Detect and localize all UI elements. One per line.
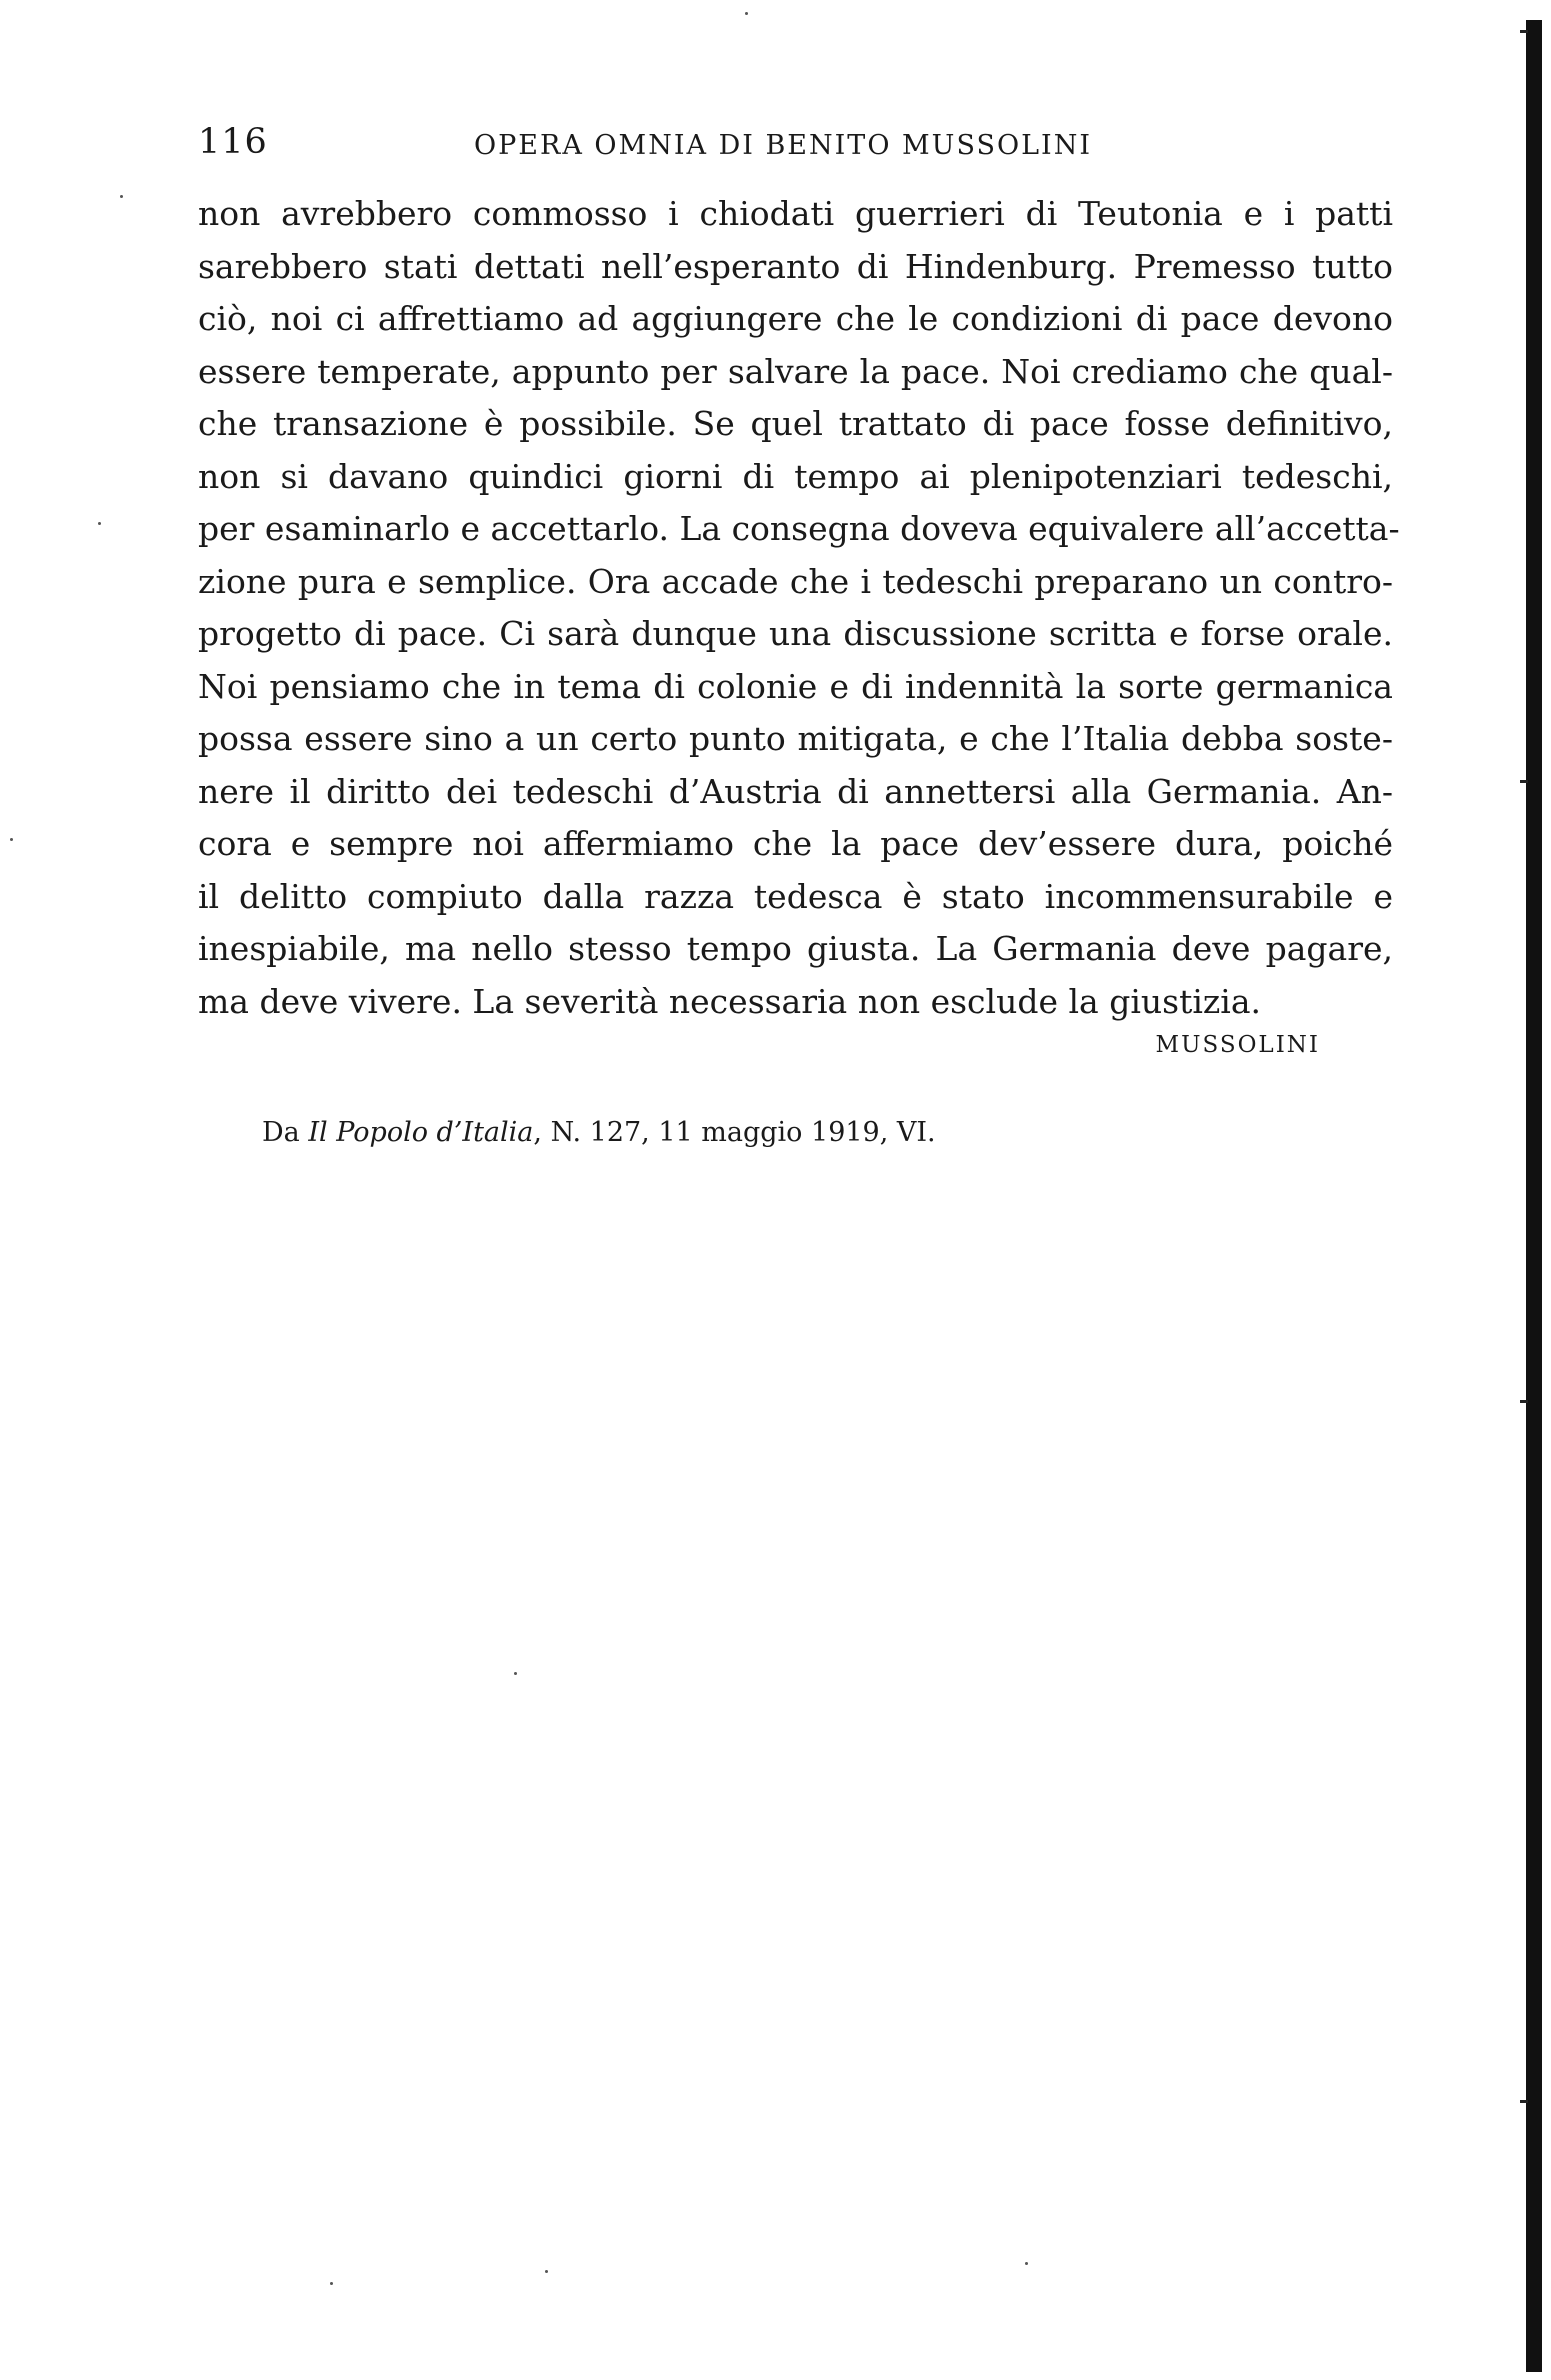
source-citation	[262, 1117, 936, 1148]
text-line: ciò, noi ci affrettiamo ad aggiungere che le condizioni di pace devono	[198, 299, 1393, 338]
source-suffix: , N. 127, 11 maggio 1919, VI.	[533, 1117, 936, 1148]
text-line: cora e sempre noi affermiamo che la pace dev’essere dura, poiché	[198, 824, 1393, 863]
source-publication: Il Popolo d’Italia	[308, 1117, 534, 1148]
text-line: progetto di pace. Ci sarà dunque una discussione scritta e forse orale.	[198, 614, 1393, 653]
text-line: non avrebbero commosso i chiodati guerrieri di Teutonia e i patti	[198, 194, 1393, 233]
text-line: inespiabile, ma nello stesso tempo giusta. La Germania deve pagare,	[198, 929, 1393, 968]
page-edge-tick	[1520, 2100, 1528, 2103]
scan-speck	[545, 2270, 548, 2273]
scan-speck	[514, 1672, 517, 1675]
text-line: zione pura e semplice. Ora accade che i tedeschi preparano un contro-	[198, 561, 1393, 601]
author-signature: MUSSOLINI	[1155, 1032, 1320, 1058]
page-edge-tick	[1520, 30, 1528, 33]
scan-speck	[745, 12, 748, 15]
text-line: non si davano quindici giorni di tempo ai plenipotenziari tedeschi,	[198, 456, 1393, 496]
text-line: sarebbero stati dettati nell’esperanto di Hindenburg. Premesso tutto	[198, 246, 1393, 286]
running-head	[198, 122, 1393, 172]
scan-speck	[330, 2282, 333, 2285]
source-prefix: Da	[262, 1117, 309, 1148]
text-line: nere il diritto dei tedeschi d’Austria di annettersi alla Germania. An-	[198, 771, 1393, 811]
text-line: che transazione è possibile. Se quel trattato di pace fosse definitivo,	[198, 404, 1393, 443]
page-edge	[1520, 0, 1551, 2380]
text-line: Noi pensiamo che in tema di colonie e di indennità la sorte germanica	[198, 666, 1393, 706]
text-line: ma deve vivere. La severità necessaria non esclude la giustizia.	[198, 981, 1261, 1021]
running-title: OPERA OMNIA DI BENITO MUSSOLINI	[474, 130, 1092, 161]
text-line: per esaminarlo e accettarlo. La consegna doveva equivalere all’accetta-	[198, 509, 1400, 548]
text-line: essere temperate, appunto per salvare la pace. Noi crediamo che qual-	[198, 351, 1393, 391]
scan-speck	[10, 838, 13, 841]
page-edge-tick	[1520, 780, 1528, 783]
body-paragraph	[198, 188, 1400, 1028]
page-number: 116	[198, 122, 268, 162]
page-edge-bar	[1526, 20, 1542, 2372]
text-line: il delitto compiuto dalla razza tedesca è stato incommensurabile e	[198, 876, 1393, 916]
text-line: possa essere sino a un certo punto mitigata, e che l’Italia debba soste-	[198, 719, 1393, 758]
scan-speck	[98, 522, 101, 525]
page-edge-tick	[1520, 1400, 1528, 1403]
scan-speck	[1025, 2262, 1028, 2265]
scan-speck	[120, 195, 123, 198]
